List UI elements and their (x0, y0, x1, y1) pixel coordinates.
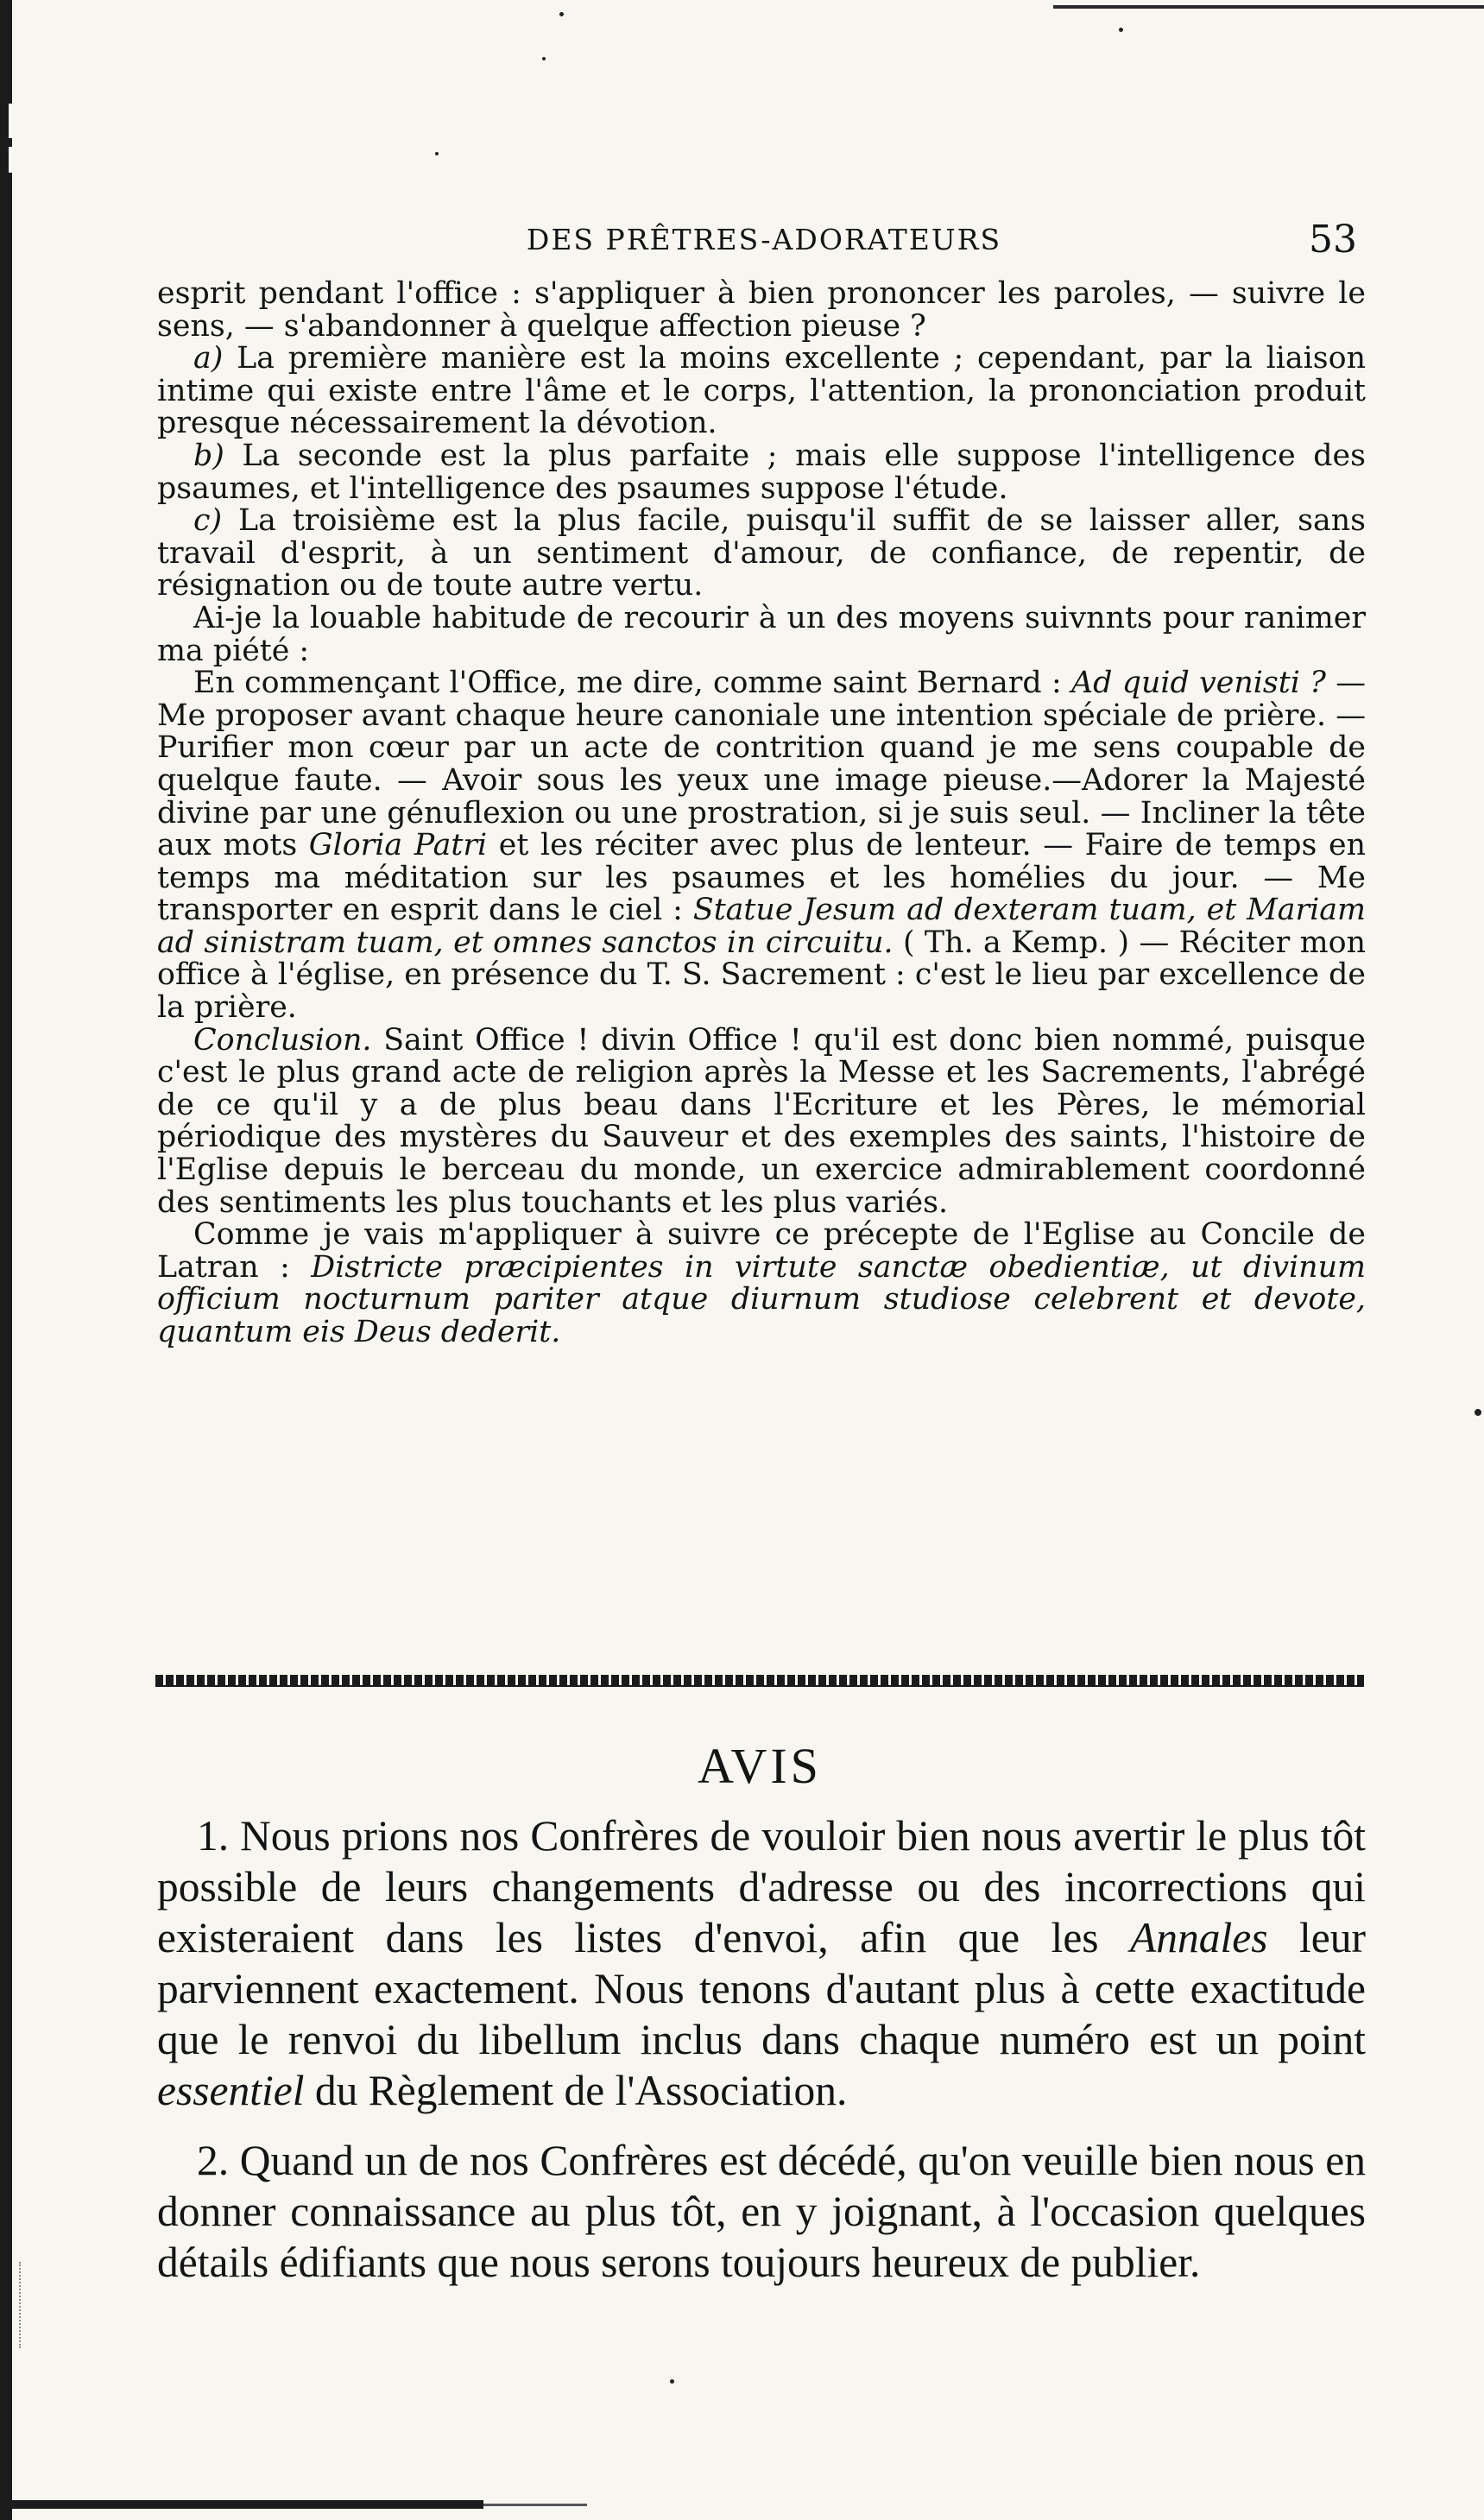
avis-notice (157, 1810, 1366, 2307)
scan-speck (542, 57, 546, 60)
ornamental-rule (155, 1675, 1364, 1687)
scan-left-edge (0, 0, 12, 2520)
scan-top-rule (1053, 5, 1484, 9)
scan-bottom-edge (483, 2504, 587, 2506)
page-number: 53 (1309, 218, 1357, 262)
scan-speck (1119, 28, 1123, 32)
body-paragraph: b) La seconde est la plus parfaite ; mais elle suppose l'intelligence des psaumes, et l'intelligence des psaumes suppose l'étude. (157, 438, 1366, 506)
scan-bottom-edge (0, 2500, 483, 2509)
running-title: DES PRÊTRES-ADORATEURS (526, 223, 1002, 256)
scan-margin-line (19, 2262, 21, 2348)
scan-edge-notch (9, 147, 19, 173)
scan-speck (559, 12, 564, 16)
scan-speck (670, 2379, 674, 2384)
body-paragraph: Comme je vais m'appliquer à suivre ce précepte de l'Eglise au Concile de Latran : Districte præcipientes in virtute sanctæ obedientiæ, ut divinum officium nocturnum pariter atque diurnum studiose celebrent et devote, quantum eis Deus dederit. (157, 1217, 1366, 1349)
scan-edge-notch (9, 104, 19, 138)
body-paragraph: Ai-je la louable habitude de recourir à un des moyens suivnnts pour ranimer ma piété : (157, 600, 1366, 668)
scan-speck (435, 152, 439, 155)
running-header (155, 218, 1373, 261)
body-paragraph: a) La première manière est la moins excellente ; cependant, par la liaison intime qui existe entre l'âme et le corps, l'attention, la prononciation produit presque nécessairement la dévotion. (157, 341, 1366, 441)
scan-speck (1475, 1409, 1481, 1416)
avis-title: AVIS (698, 1738, 822, 1794)
body-paragraph: esprit pendant l'office : s'appliquer à bien prononcer les paroles, — suivre le sens, — s'abandonner à quelque affection pieuse ? (157, 276, 1366, 344)
avis-item: 1. Nous prions nos Confrères de vouloir bien nous avertir le plus tôt possible de leurs changements d'adresse ou des incorrections qui existeraient dans les listes d'envoi, afin que les Annales leur parviennent exactement. Nous tenons d'autant plus à cette exactitude que le renvoi du libellum inclus dans chaque numéro est un point essentiel du Règlement de l'Association. (157, 1812, 1366, 2114)
body-paragraph: En commençant l'Office, me dire, comme saint Bernard : Ad quid venisti ? — Me proposer avant chaque heure canoniale une intention spéciale de prière. — Purifier mon cœur par un acte de contrition quand je me sens coupable de quelque faute. — Avoir sous les yeux une image pieuse.—Adorer la Majesté divine par une génuflexion ou une prostration, si je suis seul. — Incliner la tête aux mots Gloria Patri et les réciter avec plus de lenteur. — Faire de temps en temps ma méditation sur les psaumes et les homélies du jour. — Me transporter en esprit dans le ciel : Statue Jesum ad dexteram tuam, et Mariam ad sinistram tuam, et omnes sanctos in circuitu. ( Th. a Kemp. ) — Réciter mon office à l'église, en présence du T. S. Sacrement : c'est le lieu par excellence de la prière. (157, 666, 1366, 1026)
body-text (157, 278, 1366, 1349)
body-paragraph: c) La troisième est la plus facile, puisqu'il suffit de se laisser aller, sans travail d'esprit, à un sentiment d'amour, de confiance, de repentir, de résignation ou de toute autre vertu. (157, 503, 1366, 603)
body-paragraph: Conclusion. Saint Office ! divin Office ! qu'il est donc bien nommé, puisque c'est le plus grand acte de religion après la Messe et les Sacrements, l'abrégé de ce qu'il y a de plus beau dans l'Ecriture et les Pères, le mémorial périodique des mystères du Sauveur et des exemples des saints, l'histoire de l'Eglise depuis le berceau du monde, un exercice admirablement coordonné des sentiments les plus touchants et les plus variés. (157, 1022, 1366, 1220)
avis-item: 2. Quand un de nos Confrères est décédé, qu'on veuille bien nous en donner connaissance au plus tôt, en y joignant, à l'occasion quelques détails édifiants que nous serons toujours heureux de publier. (157, 2137, 1366, 2286)
